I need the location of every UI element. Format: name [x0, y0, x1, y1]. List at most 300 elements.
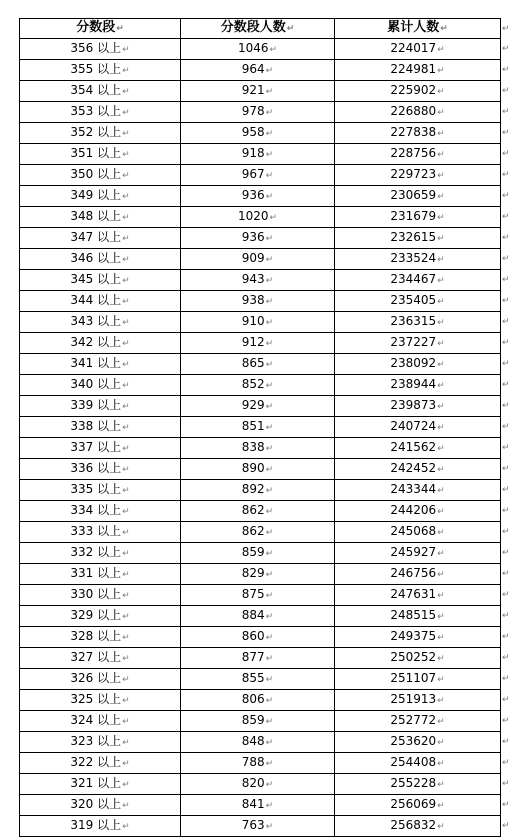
cumulative-count-cell-text: 242452	[390, 461, 437, 475]
return-arrow-icon	[122, 192, 130, 202]
range-count-cell-text: 910	[241, 314, 265, 328]
score-range-cell-text: 320 以上	[70, 797, 122, 811]
score-range-cell	[20, 438, 181, 459]
return-arrow-icon	[437, 528, 445, 538]
cumulative-count-cell	[335, 144, 501, 165]
table-row	[20, 669, 501, 690]
range-count-cell-text: 848	[241, 734, 265, 748]
return-arrow-icon: ↵	[502, 758, 510, 768]
return-arrow-icon	[437, 801, 445, 811]
return-arrow-icon	[437, 276, 445, 286]
score-range-cell-text: 356 以上	[70, 41, 122, 55]
table-row	[20, 270, 501, 291]
return-arrow-icon	[266, 633, 274, 643]
return-arrow-icon: ↵	[502, 317, 510, 327]
header-score-range	[20, 19, 181, 39]
cumulative-count-cell	[335, 81, 501, 102]
cumulative-count-cell	[335, 732, 501, 753]
cumulative-count-cell	[335, 333, 501, 354]
range-count-cell-text: 862	[241, 524, 265, 538]
return-arrow-icon	[437, 822, 445, 832]
cumulative-count-cell-text: 232615	[390, 230, 437, 244]
return-arrow-icon: ↵	[502, 380, 510, 390]
return-arrow-icon: ↵	[502, 527, 510, 537]
return-arrow-icon	[266, 507, 274, 517]
score-range-cell-text: 332 以上	[70, 545, 122, 559]
cumulative-count-cell-text: 235405	[390, 293, 437, 307]
return-arrow-icon	[266, 381, 274, 391]
table-row	[20, 627, 501, 648]
cumulative-count-cell	[335, 228, 501, 249]
range-count-cell-text: 820	[241, 776, 265, 790]
cumulative-count-cell-text: 251107	[390, 671, 437, 685]
range-count-cell	[181, 732, 335, 753]
range-count-cell-text: 1046	[237, 41, 269, 55]
return-arrow-icon: ↵	[502, 779, 510, 789]
cumulative-count-cell	[335, 60, 501, 81]
return-arrow-icon	[266, 423, 274, 433]
return-arrow-icon	[437, 465, 445, 475]
return-arrow-icon	[270, 213, 278, 223]
return-arrow-icon	[122, 297, 130, 307]
range-count-cell-text: 967	[241, 167, 265, 181]
range-count-cell	[181, 375, 335, 396]
score-range-cell	[20, 774, 181, 795]
table-row	[20, 60, 501, 81]
return-arrow-icon: ↵	[502, 191, 510, 201]
return-arrow-icon	[122, 549, 130, 559]
range-count-cell-text: 918	[241, 146, 265, 160]
cumulative-count-cell-text: 245068	[390, 524, 437, 538]
score-range-cell-text: 335 以上	[70, 482, 122, 496]
cumulative-count-cell-text: 228756	[390, 146, 437, 160]
return-arrow-icon	[266, 339, 274, 349]
range-count-cell	[181, 39, 335, 60]
cumulative-count-cell-text: 238944	[390, 377, 437, 391]
score-range-cell	[20, 270, 181, 291]
return-arrow-icon: ↵	[502, 737, 510, 747]
table-body	[20, 39, 501, 837]
cumulative-count-cell-text: 253620	[390, 734, 437, 748]
score-range-cell-text: 355 以上	[70, 62, 122, 76]
return-arrow-icon	[437, 318, 445, 328]
return-arrow-icon	[437, 570, 445, 580]
range-count-cell	[181, 648, 335, 669]
range-count-cell-text: 884	[241, 608, 265, 622]
cumulative-count-cell	[335, 39, 501, 60]
table-row	[20, 438, 501, 459]
range-count-cell	[181, 291, 335, 312]
return-arrow-icon	[122, 759, 130, 769]
return-arrow-icon: ↵	[502, 611, 510, 621]
cumulative-count-cell	[335, 291, 501, 312]
cumulative-count-cell-text: 247631	[390, 587, 437, 601]
header-score-range-label: 分数段	[76, 20, 116, 35]
return-arrow-icon: ↵	[502, 590, 510, 600]
return-arrow-icon: ↵	[502, 86, 510, 96]
return-arrow-icon: ↵	[502, 44, 510, 54]
return-arrow-icon	[266, 66, 274, 76]
return-arrow-icon	[122, 675, 130, 685]
score-distribution-table-wrapper	[19, 18, 500, 837]
cumulative-count-cell-text: 256832	[390, 818, 437, 832]
return-arrow-icon: ↵	[502, 128, 510, 138]
cumulative-count-cell-text: 238092	[390, 356, 437, 370]
table-row	[20, 102, 501, 123]
return-arrow-icon	[287, 24, 295, 34]
cumulative-count-cell-text: 233524	[390, 251, 437, 265]
range-count-cell	[181, 480, 335, 501]
return-arrow-icon: ↵	[502, 233, 510, 243]
range-count-cell	[181, 60, 335, 81]
return-arrow-icon	[266, 360, 274, 370]
return-arrow-icon: ↵	[502, 212, 510, 222]
return-arrow-icon	[437, 360, 445, 370]
return-arrow-icon	[122, 45, 130, 55]
return-arrow-icon	[437, 591, 445, 601]
return-arrow-icon	[266, 150, 274, 160]
cumulative-count-cell	[335, 543, 501, 564]
score-range-cell-text: 323 以上	[70, 734, 122, 748]
return-arrow-icon	[122, 360, 130, 370]
return-arrow-icon	[122, 108, 130, 118]
score-range-cell	[20, 816, 181, 837]
range-count-cell	[181, 753, 335, 774]
return-arrow-icon: ↵	[502, 485, 510, 495]
score-range-cell-text: 334 以上	[70, 503, 122, 517]
table-row	[20, 249, 501, 270]
table-row	[20, 81, 501, 102]
score-range-cell	[20, 249, 181, 270]
score-range-cell	[20, 690, 181, 711]
return-arrow-icon	[122, 633, 130, 643]
cumulative-count-cell	[335, 795, 501, 816]
return-arrow-icon: ↵	[502, 569, 510, 579]
score-range-cell-text: 336 以上	[70, 461, 122, 475]
cumulative-count-cell-text: 239873	[390, 398, 437, 412]
range-count-cell-text: 892	[241, 482, 265, 496]
range-count-cell-text: 936	[241, 188, 265, 202]
return-arrow-icon	[270, 45, 278, 55]
cumulative-count-cell	[335, 522, 501, 543]
range-count-cell	[181, 459, 335, 480]
return-arrow-icon: ↵	[502, 443, 510, 453]
score-range-cell	[20, 102, 181, 123]
cumulative-count-cell	[335, 648, 501, 669]
return-arrow-icon	[437, 633, 445, 643]
table-row	[20, 333, 501, 354]
range-count-cell-text: 855	[241, 671, 265, 685]
table-row	[20, 774, 501, 795]
return-arrow-icon	[266, 255, 274, 265]
cumulative-count-cell	[335, 711, 501, 732]
range-count-cell	[181, 543, 335, 564]
score-range-cell-text: 325 以上	[70, 692, 122, 706]
table-row	[20, 606, 501, 627]
cumulative-count-cell	[335, 270, 501, 291]
return-arrow-icon: ↵	[502, 716, 510, 726]
cumulative-count-cell	[335, 774, 501, 795]
score-range-cell-text: 342 以上	[70, 335, 122, 349]
return-arrow-icon: ↵	[502, 821, 510, 831]
cumulative-count-cell	[335, 606, 501, 627]
range-count-cell-text: 958	[241, 125, 265, 139]
return-arrow-icon	[122, 738, 130, 748]
return-arrow-icon: ↵	[502, 548, 510, 558]
return-arrow-icon: ↵	[502, 65, 510, 75]
return-arrow-icon	[437, 738, 445, 748]
score-range-cell-text: 326 以上	[70, 671, 122, 685]
cumulative-count-cell	[335, 249, 501, 270]
return-arrow-icon	[266, 318, 274, 328]
return-arrow-icon	[437, 423, 445, 433]
range-count-cell-text: 862	[241, 503, 265, 517]
range-count-cell	[181, 669, 335, 690]
return-arrow-icon: ↵	[502, 107, 510, 117]
cumulative-count-cell-text: 252772	[390, 713, 437, 727]
return-arrow-icon	[122, 591, 130, 601]
table-row	[20, 648, 501, 669]
cumulative-count-cell	[335, 564, 501, 585]
score-range-cell-text: 337 以上	[70, 440, 122, 454]
table-row	[20, 396, 501, 417]
range-count-cell	[181, 165, 335, 186]
cumulative-count-cell	[335, 375, 501, 396]
cumulative-count-cell-text: 248515	[390, 608, 437, 622]
cumulative-count-cell-text: 254408	[390, 755, 437, 769]
cumulative-count-cell	[335, 396, 501, 417]
header-cumulative-count	[335, 19, 501, 39]
score-range-cell-text: 351 以上	[70, 146, 122, 160]
return-arrow-icon: ↵	[502, 338, 510, 348]
score-range-cell-text: 341 以上	[70, 356, 122, 370]
cumulative-count-cell-text: 241562	[390, 440, 437, 454]
return-arrow-icon	[122, 234, 130, 244]
range-count-cell	[181, 249, 335, 270]
return-arrow-icon	[437, 486, 445, 496]
table-row	[20, 291, 501, 312]
score-range-cell	[20, 396, 181, 417]
table-row	[20, 816, 501, 837]
cumulative-count-cell	[335, 186, 501, 207]
range-count-cell-text: 852	[241, 377, 265, 391]
return-arrow-icon	[437, 759, 445, 769]
header-range-count	[181, 19, 335, 39]
cumulative-count-cell	[335, 354, 501, 375]
score-range-cell-text: 339 以上	[70, 398, 122, 412]
return-arrow-icon	[266, 528, 274, 538]
score-range-cell-text: 346 以上	[70, 251, 122, 265]
range-count-cell-text: 851	[241, 419, 265, 433]
return-arrow-icon	[266, 780, 274, 790]
score-range-cell-text: 331 以上	[70, 566, 122, 580]
return-arrow-icon: ↵	[502, 254, 510, 264]
return-arrow-icon: ↵	[502, 149, 510, 159]
score-range-cell-text: 333 以上	[70, 524, 122, 538]
range-count-cell	[181, 522, 335, 543]
cumulative-count-cell	[335, 312, 501, 333]
score-range-cell-text: 347 以上	[70, 230, 122, 244]
cumulative-count-cell-text: 227838	[390, 125, 437, 139]
return-arrow-icon	[266, 612, 274, 622]
return-arrow-icon	[437, 129, 445, 139]
range-count-cell-text: 938	[241, 293, 265, 307]
range-count-cell-text: 912	[241, 335, 265, 349]
return-arrow-icon	[437, 696, 445, 706]
score-range-cell	[20, 459, 181, 480]
return-arrow-icon: ↵	[502, 632, 510, 642]
cumulative-count-cell	[335, 165, 501, 186]
return-arrow-icon: ↵	[502, 695, 510, 705]
return-arrow-icon	[437, 87, 445, 97]
table-row	[20, 690, 501, 711]
return-arrow-icon	[266, 801, 274, 811]
table-row	[20, 522, 501, 543]
cumulative-count-cell-text: 246756	[390, 566, 437, 580]
score-range-cell-text: 327 以上	[70, 650, 122, 664]
cumulative-count-cell	[335, 102, 501, 123]
return-arrow-icon	[122, 171, 130, 181]
return-arrow-icon	[266, 822, 274, 832]
cumulative-count-cell-text: 250252	[390, 650, 437, 664]
return-arrow-icon	[266, 87, 274, 97]
return-arrow-icon	[122, 402, 130, 412]
return-arrow-icon	[437, 339, 445, 349]
return-arrow-icon	[122, 822, 130, 832]
score-range-cell-text: 353 以上	[70, 104, 122, 118]
score-range-cell	[20, 732, 181, 753]
table-row	[20, 228, 501, 249]
range-count-cell-text: 877	[241, 650, 265, 664]
range-count-cell	[181, 711, 335, 732]
score-range-cell	[20, 186, 181, 207]
cumulative-count-cell	[335, 585, 501, 606]
return-arrow-icon	[266, 570, 274, 580]
score-range-cell	[20, 648, 181, 669]
range-count-cell-text: 859	[241, 713, 265, 727]
return-arrow-icon	[437, 297, 445, 307]
range-count-cell	[181, 627, 335, 648]
return-arrow-icon: ↵	[502, 800, 510, 810]
cumulative-count-cell-text: 226880	[390, 104, 437, 118]
return-arrow-icon	[122, 780, 130, 790]
score-range-cell	[20, 291, 181, 312]
cumulative-count-cell	[335, 459, 501, 480]
range-count-cell	[181, 774, 335, 795]
range-count-cell	[181, 795, 335, 816]
cumulative-count-cell	[335, 690, 501, 711]
return-arrow-icon	[266, 192, 274, 202]
table-row	[20, 543, 501, 564]
score-range-cell	[20, 144, 181, 165]
range-count-cell	[181, 270, 335, 291]
return-arrow-icon	[122, 486, 130, 496]
return-arrow-icon	[122, 339, 130, 349]
score-range-cell-text: 345 以上	[70, 272, 122, 286]
range-count-cell	[181, 123, 335, 144]
range-count-cell	[181, 228, 335, 249]
range-count-cell-text: 860	[241, 629, 265, 643]
score-range-cell-text: 350 以上	[70, 167, 122, 181]
score-range-cell	[20, 543, 181, 564]
score-range-cell	[20, 795, 181, 816]
score-range-cell	[20, 333, 181, 354]
header-cumulative-count-label: 累计人数	[387, 20, 440, 35]
score-range-cell	[20, 39, 181, 60]
return-arrow-icon	[122, 276, 130, 286]
score-range-cell	[20, 165, 181, 186]
table-row	[20, 39, 501, 60]
cumulative-count-cell-text: 231679	[390, 209, 437, 223]
return-arrow-icon	[437, 549, 445, 559]
range-count-cell-text: 788	[241, 755, 265, 769]
return-arrow-icon	[266, 696, 274, 706]
table-row	[20, 123, 501, 144]
return-arrow-icon: ↵	[502, 359, 510, 369]
return-arrow-icon: ↵	[502, 170, 510, 180]
table-row	[20, 459, 501, 480]
cumulative-count-cell-text: 251913	[390, 692, 437, 706]
return-arrow-icon	[122, 381, 130, 391]
return-arrow-icon	[266, 465, 274, 475]
return-arrow-icon	[122, 423, 130, 433]
score-range-cell-text: 319 以上	[70, 818, 122, 832]
return-arrow-icon	[437, 192, 445, 202]
range-count-cell-text: 978	[241, 104, 265, 118]
return-arrow-icon	[122, 696, 130, 706]
return-arrow-icon	[437, 45, 445, 55]
return-arrow-icon	[122, 255, 130, 265]
range-count-cell-text: 964	[241, 62, 265, 76]
score-range-cell-text: 322 以上	[70, 755, 122, 769]
cumulative-count-cell	[335, 501, 501, 522]
score-range-cell	[20, 417, 181, 438]
score-range-cell	[20, 711, 181, 732]
score-range-cell-text: 330 以上	[70, 587, 122, 601]
score-range-cell	[20, 228, 181, 249]
table-row	[20, 186, 501, 207]
cumulative-count-cell-text: 244206	[390, 503, 437, 517]
score-range-cell-text: 328 以上	[70, 629, 122, 643]
return-arrow-icon	[122, 570, 130, 580]
score-range-cell	[20, 627, 181, 648]
table-row	[20, 354, 501, 375]
return-arrow-icon	[266, 129, 274, 139]
cumulative-count-cell-text: 229723	[390, 167, 437, 181]
table-row	[20, 417, 501, 438]
score-distribution-table	[19, 18, 501, 837]
return-arrow-icon: ↵	[502, 464, 510, 474]
table-row	[20, 753, 501, 774]
cumulative-count-cell-text: 256069	[390, 797, 437, 811]
table-row	[20, 732, 501, 753]
range-count-cell-text: 943	[241, 272, 265, 286]
return-arrow-icon	[266, 654, 274, 664]
cumulative-count-cell	[335, 627, 501, 648]
return-arrow-icon	[437, 381, 445, 391]
range-count-cell-text: 875	[241, 587, 265, 601]
range-count-cell-text: 921	[241, 83, 265, 97]
return-arrow-icon	[437, 213, 445, 223]
return-arrow-icon	[122, 87, 130, 97]
return-arrow-icon	[122, 465, 130, 475]
cumulative-count-cell-text: 224981	[390, 62, 437, 76]
score-range-cell-text: 354 以上	[70, 83, 122, 97]
cumulative-count-cell	[335, 417, 501, 438]
cumulative-count-cell	[335, 207, 501, 228]
score-range-cell-text: 344 以上	[70, 293, 122, 307]
return-arrow-icon	[437, 255, 445, 265]
